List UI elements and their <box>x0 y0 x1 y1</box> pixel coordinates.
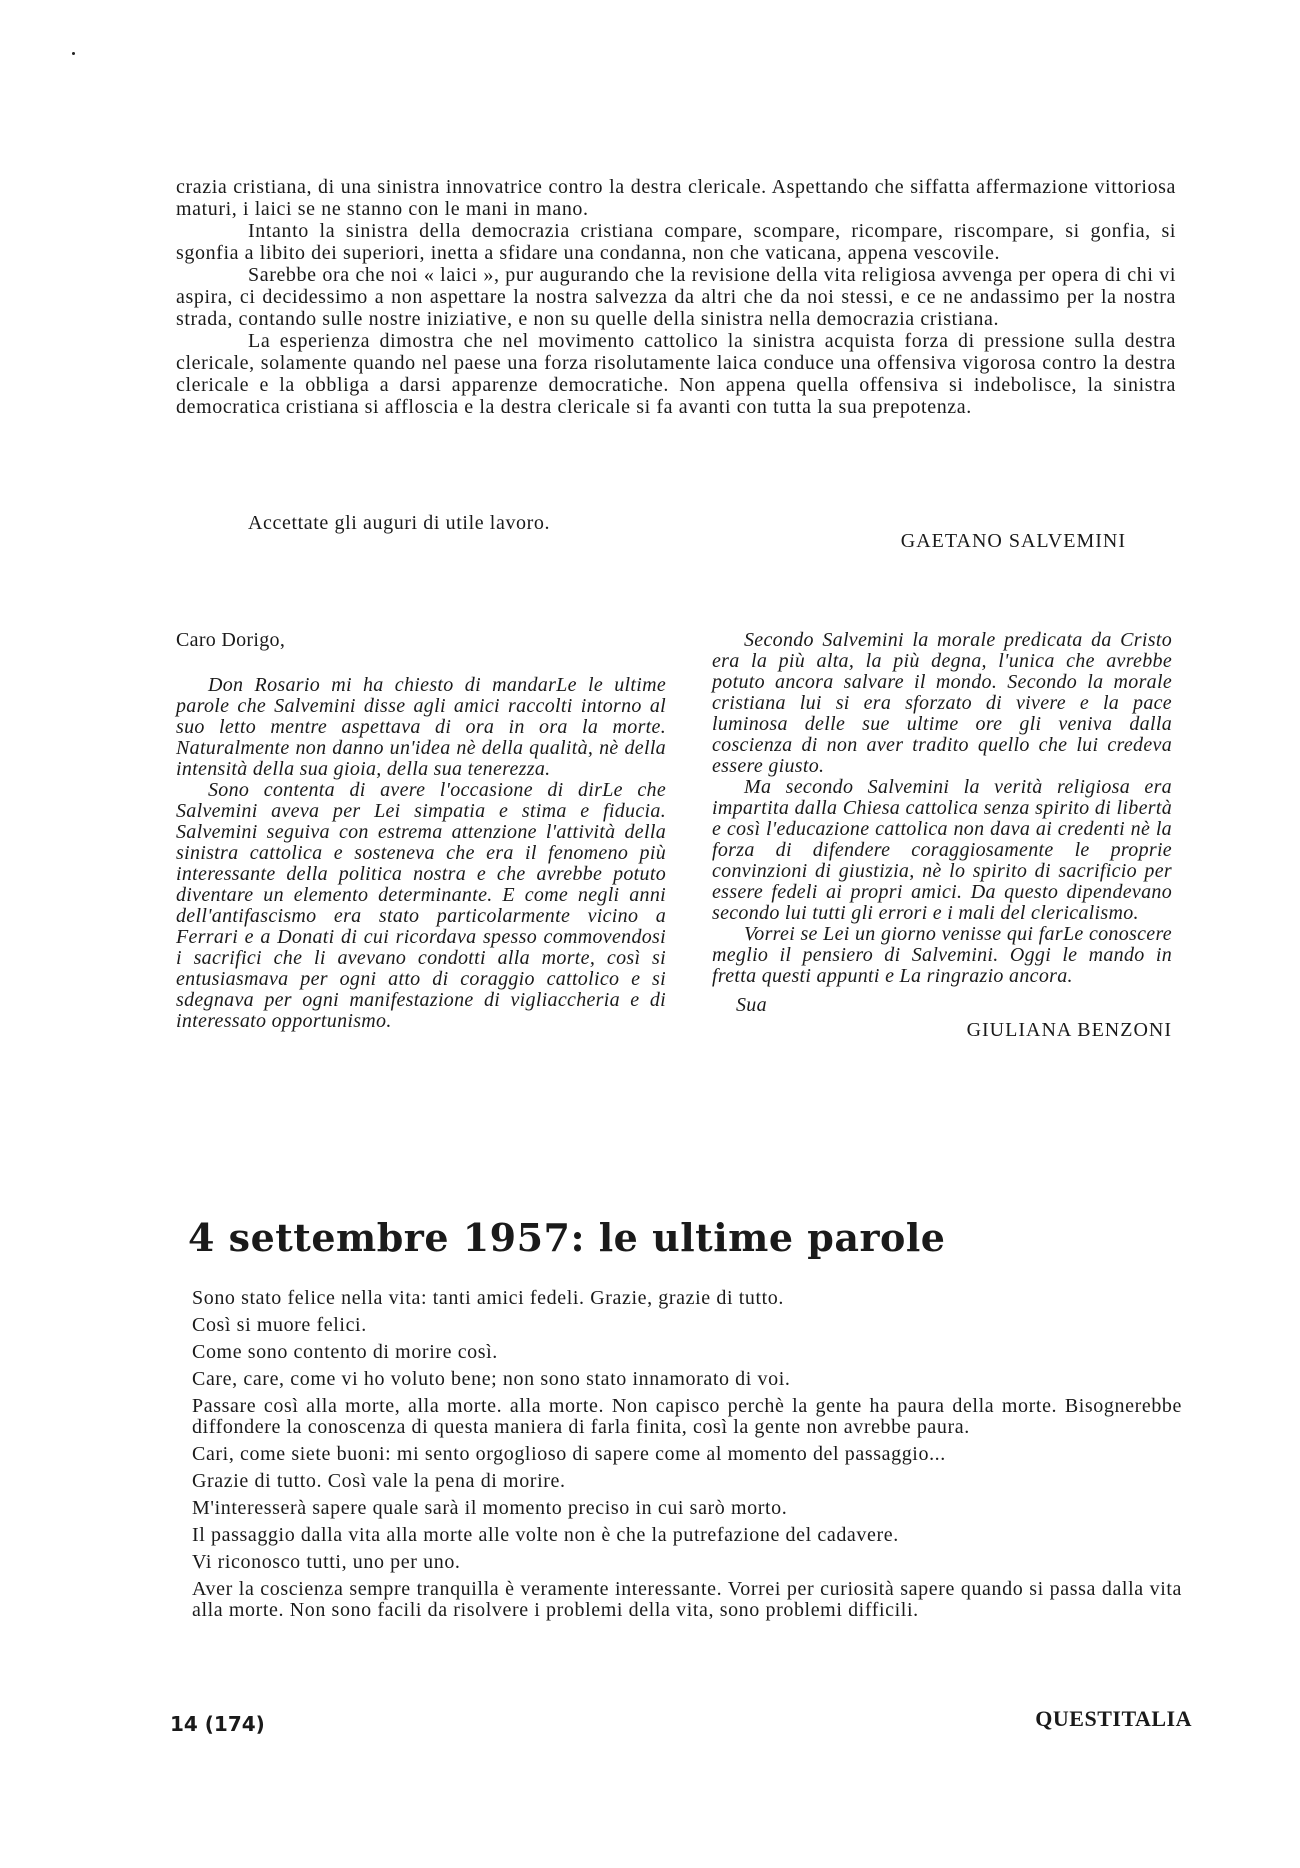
section-title: 4 settembre 1957: le ultime parole <box>188 1215 946 1260</box>
last-words-line: M'interesserà sapere quale sarà il momento preciso in cui sarò morto. <box>192 1497 788 1519</box>
salutation: Caro Dorigo, <box>176 629 286 651</box>
intro-paragraph: Intanto la sinistra della democrazia cristiana compare, scompare, ricompare, riscompare, si gonfia, si sgonfia a libito dei superiori, inetta a sfidare una condanna, non che vaticana, appena vescovile. <box>176 220 1176 264</box>
letter-paragraph: Don Rosario mi ha chiesto di mandarLe le ultime parole che Salvemini disse agli amici raccolti intorno al suo letto mentre aspettava di ora in ora la morte. Naturalmente non danno un'idea nè della qualità, nè della intensità della sua gioia, della sua tenerezza. <box>176 674 666 780</box>
last-words-list <box>192 1288 1182 1627</box>
author-salvemini: GAETANO SALVEMINI <box>900 530 1126 552</box>
benzoni-letter-left-column <box>176 630 666 1032</box>
last-words-line: Aver la coscienza sempre tranquilla è veramente interessante. Vorrei per curiosità sapere quando si passa dalla vita alla morte. Non sono facili da risolvere i problemi della vita, sono problemi difficili. <box>192 1578 1182 1621</box>
benzoni-letter-right-column <box>712 630 1172 1041</box>
author-benzoni: GIULIANA BENZONI <box>966 1019 1172 1041</box>
salvemini-letter-text <box>176 176 1176 418</box>
last-words-line: Il passaggio dalla vita alla morte alle volte non è che la putrefazione del cadavere. <box>192 1524 899 1546</box>
last-words-line: Care, care, come vi ho voluto bene; non sono stato innamorato di voi. <box>192 1368 791 1390</box>
letter-paragraph: Vorrei se Lei un giorno venisse qui farLe conoscere meglio il pensiero di Salvemini. Oggi le mando in fretta questi appunti e La ringrazio ancora. <box>712 923 1172 987</box>
intro-paragraph: crazia cristiana, di una sinistra innovatrice contro la destra clericale. Aspettando che siffatta affermazione vittoriosa maturi, i laici se ne stanno con le mani in mano. <box>176 176 1176 220</box>
letter-paragraph: Sono contenta di avere l'occasione di dirLe che Salvemini aveva per Lei simpatia e stima e fiducia. Salvemini seguiva con estrema attenzione l'attività della sinistra cattolica e sosteneva che era il fenomeno più interessante della politica nostra e che avrebbe potuto diventare un elemento determinante. E come negli anni dell'antifascismo era stato particolarmente vicino a Ferrari e a Donati di cui ricordava spesso commovendosi i sacrifici che li avevano condotti alla morte, così si entusiasmava per ogni atto di coraggio cattolico e si sdegnava per ogni manifestazione di vigliaccheria e di interessato opportunismo. <box>176 779 666 1032</box>
last-words-line: Passare così alla morte, alla morte. alla morte. Non capisco perchè la gente ha paura della morte. Bisognerebbe diffondere la conoscenza di questa maniera di farla finita, così la gente non avrebbe paura. <box>192 1395 1182 1438</box>
last-words-line: Grazie di tutto. Così vale la pena di morire. <box>192 1470 566 1492</box>
last-words-line: Sono stato felice nella vita: tanti amici fedeli. Grazie, grazie di tutto. <box>192 1287 784 1309</box>
salvemini-signature-row <box>176 512 1176 552</box>
last-words-line: Cari, come siete buoni: mi sento orgoglioso di sapere come al momento del passaggio... <box>192 1443 946 1465</box>
letter-paragraph: Ma secondo Salvemini la verità religiosa era impartita dalla Chiesa cattolica senza spirito di libertà e così l'educazione cattolica non dava ai credenti nè la forza di difendere coraggiosamente le proprie convinzioni di giustizia, nè lo spirito di sacrificio per essere fedeli ai propri amici. Da questo dipendevano secondo lui tutti gli errori e i mali del clericalismo. <box>712 776 1172 924</box>
closing-wish: Accettate gli auguri di utile lavoro. <box>248 512 551 534</box>
page-number: 14 (174) <box>170 1712 265 1736</box>
last-words-line: Così si muore felici. <box>192 1314 367 1336</box>
letter-paragraph: Secondo Salvemini la morale predicata da Cristo era la più alta, la più degna, l'unica che avrebbe potuto ancora salvare il mondo. Secondo la morale cristiana lui si era sforzato di vivere e la pace luminosa delle sue ultime ore gli veniva dalla coscienza di non aver tradito quello che lui credeva essere giusto. <box>712 629 1172 777</box>
last-words-line: Vi riconosco tutti, uno per uno. <box>192 1551 461 1573</box>
last-words-line: Come sono contento di morire così. <box>192 1341 498 1363</box>
publication-name: QUESTITALIA <box>1035 1706 1192 1731</box>
intro-paragraph: Sarebbe ora che noi « laici », pur augurando che la revisione della vita religiosa avvenga per opera di chi vi aspira, ci decidessimo a non aspettare la nostra salvezza da altri che da noi stessi, e ce ne andassimo per la nostra strada, contando sulle nostre iniziative, e non su quelle della sinistra nella democrazia cristiana. <box>176 264 1176 330</box>
intro-paragraph: La esperienza dimostra che nel movimento cattolico la sinistra acquista forza di pressione sulla destra clericale, solamente quando nel paese una forza risolutamente laica conduce una offensiva vigorosa contro la destra clericale e la obbliga a darsi apparenze democratiche. Non appena quella offensiva si indebolisce, la sinistra democratica cristiana si affloscia e la destra clericale si fa avanti con tutta la sua prepotenza. <box>176 330 1176 418</box>
scan-speck <box>72 52 75 55</box>
sign-off: Sua <box>736 994 767 1016</box>
